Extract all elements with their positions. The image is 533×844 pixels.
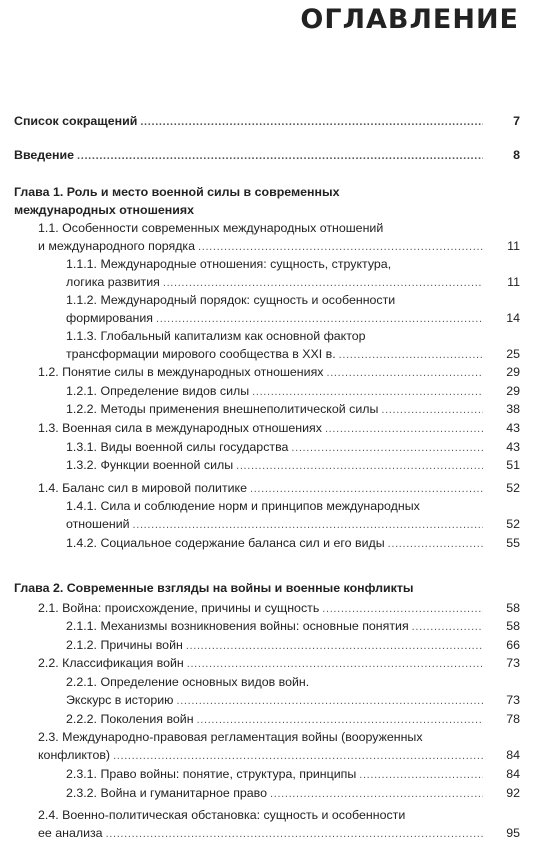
dot-leader xyxy=(198,238,483,257)
toc-page-number: 92 xyxy=(506,786,520,800)
dot-leader xyxy=(113,747,483,766)
toc-entry[interactable] xyxy=(66,328,520,364)
toc-entry-line xyxy=(66,383,520,402)
toc-entry-line xyxy=(14,580,520,598)
toc-entry-title: 1.1.3. Глобальный капитализм как основной фактор xyxy=(66,329,366,343)
toc-entry-title: Глава 1. Роль и место военной силы в современных xyxy=(14,185,340,199)
toc-entry-line xyxy=(66,274,520,293)
toc-entry-line xyxy=(66,310,520,329)
dot-leader xyxy=(133,516,483,535)
dot-leader xyxy=(197,711,483,730)
toc-entry-title: трансформации мирового сообщества в XXI в. xyxy=(66,346,336,361)
dot-leader xyxy=(186,637,483,656)
toc-entry-title: 2.2. Классификация войн xyxy=(38,656,184,670)
toc-page-number: 52 xyxy=(506,481,520,495)
toc-chapter-heading[interactable] xyxy=(14,184,520,219)
toc-entry-title: 2.2.1. Определение основных видов войн. xyxy=(66,675,310,689)
toc-entry-title: 1.2. Понятие силы в международных отношениях xyxy=(38,365,324,379)
toc-page-number: 43 xyxy=(506,421,520,435)
toc-entry-title: 1.1.2. Международный порядок: сущность и особенности xyxy=(66,293,396,307)
toc-entry-title: 2.3.1. Право войны: понятие, структура, принципы xyxy=(66,767,357,781)
toc-entry[interactable] xyxy=(66,618,520,637)
toc-entry[interactable] xyxy=(14,113,520,132)
toc-entry-line xyxy=(38,420,520,439)
toc-page-number: 29 xyxy=(506,384,520,398)
toc-page-number: 73 xyxy=(506,692,520,707)
toc-entry[interactable] xyxy=(38,655,520,674)
toc-entry[interactable] xyxy=(66,457,520,476)
dot-leader xyxy=(77,147,483,166)
dot-leader xyxy=(270,785,483,804)
toc-entry-line xyxy=(38,807,520,825)
toc-entry[interactable] xyxy=(66,292,520,328)
toc-entry[interactable] xyxy=(66,785,520,804)
toc-entry-line xyxy=(66,692,520,711)
toc-page-number: 78 xyxy=(506,712,520,726)
toc-entry-title: 1.3.1. Виды военной силы государства xyxy=(66,440,289,454)
toc-entry-line xyxy=(66,328,520,346)
toc-entry[interactable] xyxy=(66,637,520,656)
toc-entry-line xyxy=(66,637,520,656)
toc-entry-line xyxy=(66,516,520,535)
toc-entry-line xyxy=(14,184,520,202)
toc-entry-line xyxy=(66,346,520,365)
toc-entry-line xyxy=(14,113,520,132)
toc-entry[interactable] xyxy=(14,147,520,166)
toc-entry-title: 1.1.1. Международные отношения: сущность, структура, xyxy=(66,257,392,271)
toc-page-number: 25 xyxy=(506,346,520,361)
toc-entry-line xyxy=(66,401,520,420)
toc-entry-line xyxy=(38,729,520,747)
toc-page-number: 29 xyxy=(506,365,520,379)
toc-page-number: 11 xyxy=(507,238,520,253)
dot-leader xyxy=(322,600,483,619)
dot-leader xyxy=(187,655,483,674)
toc-entry-title: конфликтов) xyxy=(38,747,111,762)
toc-entry-title: международных отношениях xyxy=(14,202,195,217)
toc-entry-title: логика развития xyxy=(66,274,160,289)
toc-entry-title: 2.1. Война: происхождение, причины и сущность xyxy=(38,601,320,615)
dot-leader xyxy=(388,535,483,554)
toc-entry[interactable] xyxy=(38,480,520,499)
dot-leader xyxy=(359,766,483,785)
dot-leader xyxy=(339,346,483,365)
toc-entry-line xyxy=(66,711,520,730)
toc-entry-line xyxy=(14,202,520,220)
toc-page-number: 58 xyxy=(506,601,520,615)
toc-entry-title: формирования xyxy=(66,310,154,325)
dot-leader xyxy=(163,274,483,293)
toc-page-number: 51 xyxy=(506,458,520,472)
toc-entry-line xyxy=(66,785,520,804)
toc-entry-title: 1.1. Особенности современных международных отношений xyxy=(38,221,384,235)
toc-entry-title: 1.2.1. Определение видов силы xyxy=(66,384,250,398)
toc-entry[interactable] xyxy=(66,711,520,730)
dot-leader xyxy=(412,618,483,637)
toc-entry[interactable] xyxy=(38,220,520,256)
toc-page-number: 84 xyxy=(506,767,520,781)
toc-entry-line xyxy=(38,747,520,766)
toc-entry[interactable] xyxy=(66,674,520,710)
toc-page-number: 7 xyxy=(513,114,520,128)
toc-entry-title: Список сокращений xyxy=(14,114,138,128)
toc-entry[interactable] xyxy=(38,600,520,619)
toc-page-number: 11 xyxy=(507,274,520,289)
toc-page-number: 55 xyxy=(506,536,520,550)
dot-leader xyxy=(252,383,483,402)
dot-leader xyxy=(291,439,483,458)
toc-page-number: 58 xyxy=(506,619,520,633)
toc-page-number: 95 xyxy=(506,825,520,840)
toc-entry-title: Введение xyxy=(14,148,75,162)
toc-entry-line xyxy=(66,256,520,274)
toc-page-number: 8 xyxy=(513,148,520,162)
toc-entry[interactable] xyxy=(66,498,520,534)
toc-entry-line xyxy=(38,238,520,257)
toc-page-number: 66 xyxy=(506,638,520,652)
toc-entry-title: и международного порядка xyxy=(38,238,196,253)
toc-entry-title: 1.4.1. Сила и соблюдение норм и принципов международных xyxy=(66,499,420,513)
toc-entry-line xyxy=(66,618,520,637)
toc-entry-line xyxy=(66,498,520,516)
dot-leader xyxy=(176,692,483,711)
toc-entry-title: 2.3.2. Война и гуманитарное право xyxy=(66,786,268,800)
dot-leader xyxy=(106,825,483,844)
toc-page-number: 38 xyxy=(506,402,520,416)
toc-entry[interactable] xyxy=(38,807,520,843)
toc-entry-line xyxy=(14,147,520,166)
toc-entry-line xyxy=(66,766,520,785)
toc-entry[interactable] xyxy=(66,439,520,458)
toc-entry-line xyxy=(66,674,520,692)
toc-entry-line xyxy=(66,535,520,554)
toc-entry-title: 2.3. Международно-правовая регламентация войны (вооруженных xyxy=(38,730,423,744)
toc-entry-title: 1.4. Баланс сил в мировой политике xyxy=(38,481,247,495)
dot-leader xyxy=(325,420,483,439)
toc-entry-line xyxy=(38,600,520,619)
toc-entry[interactable] xyxy=(66,766,520,785)
toc-entry-line xyxy=(66,292,520,310)
toc-page-number: 52 xyxy=(506,516,520,531)
toc-entry-title: 1.3.2. Функции военной силы xyxy=(66,458,234,472)
toc-entry-title: 1.4.2. Социальное содержание баланса сил и его виды xyxy=(66,536,385,550)
dot-leader xyxy=(381,401,483,420)
toc-entry-title: отношений xyxy=(66,516,130,531)
dot-leader xyxy=(326,364,483,383)
toc-entry[interactable] xyxy=(38,420,520,439)
toc-entry-line xyxy=(38,480,520,499)
toc-entry-title: 1.3. Военная сила в международных отношениях xyxy=(38,421,322,435)
toc-entry-line xyxy=(38,655,520,674)
toc-entry-line xyxy=(38,825,520,844)
dot-leader xyxy=(250,480,483,499)
toc-entry[interactable] xyxy=(66,535,520,554)
toc-page-number: 84 xyxy=(506,747,520,762)
toc-entry-title: ее анализа xyxy=(38,825,103,840)
toc-entry-title: Экскурс в историю xyxy=(66,692,174,707)
toc-entry-line xyxy=(38,220,520,238)
toc-entry-title: Глава 2. Современные взгляды на войны и военные конфликты xyxy=(14,581,414,595)
toc-entry-title: 2.1.2. Причины войн xyxy=(66,638,183,652)
toc-chapter-heading[interactable] xyxy=(14,580,520,598)
toc-entry[interactable] xyxy=(66,401,520,420)
dot-leader xyxy=(236,457,483,476)
toc-entry-title: 2.4. Военно-политическая обстановка: сущность и особенности xyxy=(38,808,406,822)
toc-entry-line xyxy=(38,364,520,383)
toc-entry[interactable] xyxy=(38,729,520,765)
toc-page-number: 43 xyxy=(506,440,520,454)
dot-leader xyxy=(156,310,483,329)
toc-page-number: 73 xyxy=(506,656,520,670)
page-title: ОГЛАВЛЕНИЕ xyxy=(300,4,519,35)
toc-page-number: 14 xyxy=(506,310,520,325)
toc-entry[interactable] xyxy=(66,256,520,292)
toc-entry[interactable] xyxy=(38,364,520,383)
toc-entry-title: 2.2.2. Поколения войн xyxy=(66,712,194,726)
toc-entry-line xyxy=(66,439,520,458)
dot-leader xyxy=(140,113,483,132)
toc-entry-title: 1.2.2. Методы применения внешнеполитической силы xyxy=(66,402,379,416)
toc-entry-line xyxy=(66,457,520,476)
toc-entry-title: 2.1.1. Механизмы возникновения войны: основные понятия xyxy=(66,619,409,633)
toc-entry[interactable] xyxy=(66,383,520,402)
